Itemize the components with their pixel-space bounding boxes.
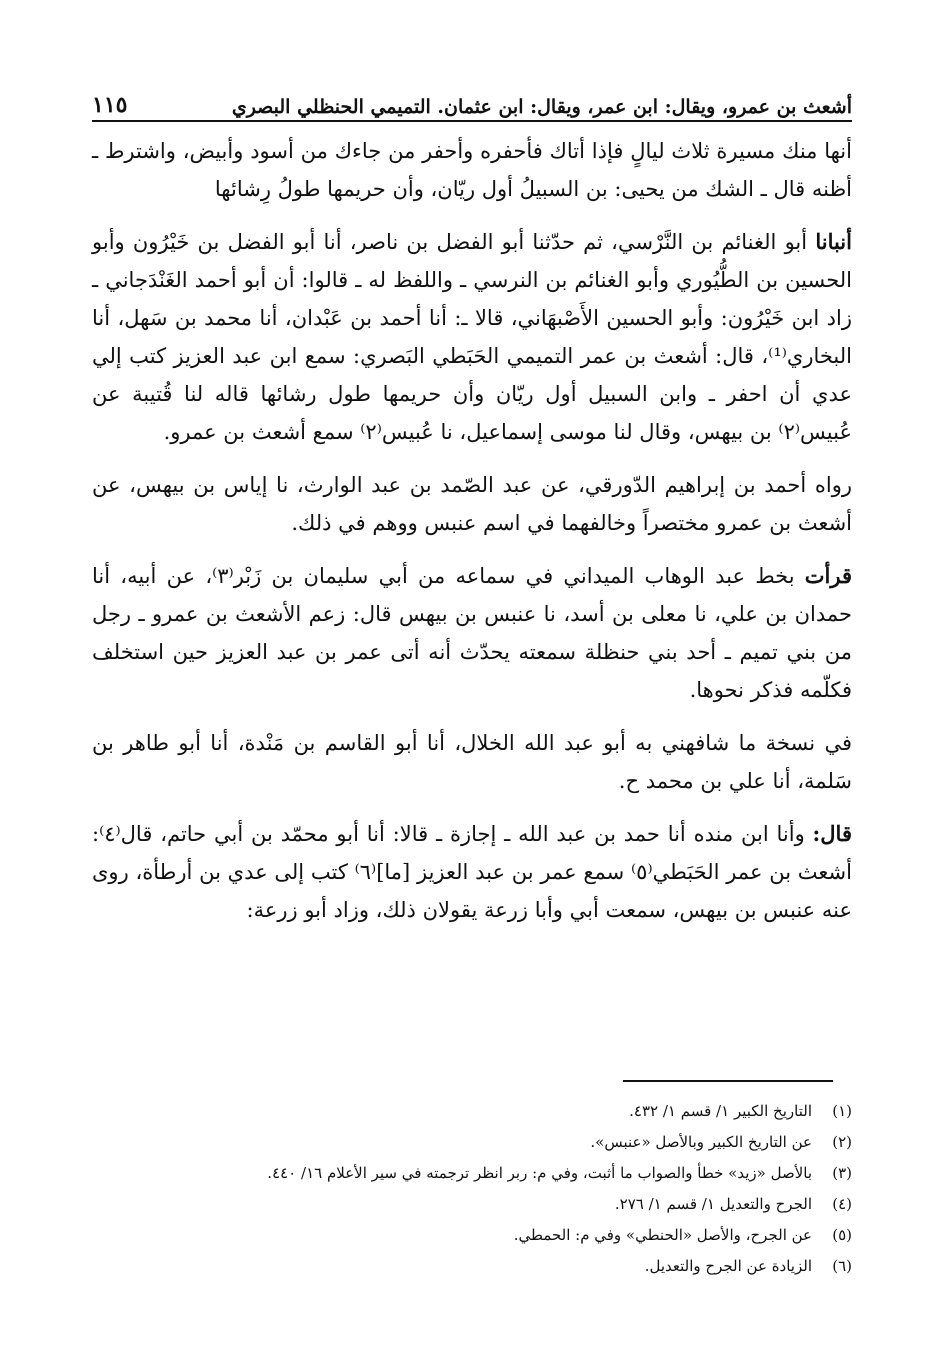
paragraph-text: في نسخة ما شافهني به أبو عبد الله الخلال، أنا أبو القاسم بن مَنْدة، أنا أبو طاهر بن سَلمة، أنا علي بن محمد ح. [92,731,852,793]
paragraph-text: رواه أحمد بن إبراهيم الدّورقي، عن عبد الصّمد بن عبد الوارث، نا إياس بن بيهس، عن أشعث بن عمرو مختصراً وخالفهما في اسم عنبس ووهم في ذلك. [92,473,852,535]
page-number: ١١٥ [92,92,128,118]
paragraph-text: أنها منك مسيرة ثلاث ليالٍ فإذا أتاك فأحفره وأحفر من جاءك من أسود وأبيض، واشترط ـ أظنه قال ـ الشك من يحيى: بن السبيلُ أول ريّان، وأن حريمها طولُ رِشائها [92,139,852,201]
paragraph-text: أبو الغنائم بن النَّرْسي، ثم حدّثنا أبو الفضل بن ناصر، أنا أبو الفضل بن خَيْرُون وأبو الحسين بن الطُّيُوري وأبو الغنائم بن النرسي ـ واللفظ له ـ قالوا: أن أبو أحمد الغَنْدَجاني ـ زاد ابن خَيْرُون: وأبو الحسين الأَصْبهَاني، قالا ـ: أنا أحمد بن عَبْدان، أنا محمد بن سَهل، أنا البخاري⁽¹⁾، قال: أشعث بن عمر التميمي الحَبَطي البَصري: سمع ابن عبد العزيز كتب إلي عدي أن احفر ـ وابن السبيل أول ريّان وأن حريمها طول رشائها قاله لنا قُتيبة عن عُبيس⁽٢⁾ بن بيهس، وقال لنا موسى إسماعيل، نا عُبيس⁽٢⁾ سمع أشعث بن عمرو. [92,230,852,444]
paragraph [92,132,852,208]
footnote-text: الجرح والتعديل ١/ قسم ١/ ٢٧٦. [614,1195,812,1213]
paragraph [92,724,852,800]
paragraph-lead: أنبانا [815,229,852,254]
paragraph-lead: قال: [812,821,852,846]
running-title: أشعث بن عمرو، ويقال: ابن عمر، ويقال: ابن عثمان. التميمي الحنظلي البصري [231,96,852,118]
footnote [92,1251,852,1282]
footnote [92,1096,852,1127]
footnote-number: (٥) [832,1226,852,1244]
footnote [92,1127,852,1158]
page-body [92,78,852,944]
footnote [92,1158,852,1189]
page-header [92,78,852,122]
paragraph [92,815,852,929]
paragraph [92,557,852,709]
paragraph [92,466,852,542]
footnote-number: (١) [832,1102,852,1120]
paragraph-lead: قرأت [804,563,853,588]
footnote [92,1189,852,1220]
footnote-number: (٢) [832,1133,852,1151]
footnote-text: الزيادة عن الجرح والتعديل. [644,1257,812,1275]
footnote-separator [623,1080,833,1082]
footnote-number: (٤) [832,1195,852,1213]
footnotes [92,1096,852,1282]
paragraph-text: بخط عبد الوهاب الميداني في سماعه من أبي سليمان بن زَبْر⁽٣⁾، عن أبيه، أنا حمدان بن علي، نا معلى بن أسد، نا عنبس بن بيهس قال: زعم الأشعث بن عمرو ـ رجل من بني تميم ـ أحد بني حنظلة سمعته يحدّث أنه أتى عمر بن عبد العزيز حين استخلف فكلّمه فذكر نحوها. [92,564,852,702]
footnote [92,1220,852,1251]
footnote-number: (٦) [832,1257,852,1275]
footnote-number: (٣) [832,1164,852,1182]
paragraph-text: وأنا ابن منده أنا حمد بن عبد الله ـ إجازة ـ قالا: أنا أبو محمّد بن أبي حاتم، قال⁽٤⁾: أشعث بن عمر الحَبَطي⁽٥⁾ سمع عمر بن عبد العزيز [ما]⁽٦⁾ كتب إلى عدي بن أرطأة، روى عنه عنبس بن بيهس، سمعت أبي وأبا زرعة يقولان ذلك، وزاد أبو زرعة: [92,822,852,922]
footnote-text: عن الجرح، والأصل «الحنطي» وفي م: الحمطي. [513,1226,812,1244]
paragraph [92,223,852,451]
footnote-text: بالأصل «زيد» خطأ والصواب ما أثبت، وفي م: ربر انظر ترجمته في سير الأعلام ١٦/ ٤٤٠. [267,1164,812,1182]
footnote-text: التاريخ الكبير ١/ قسم ١/ ٤٣٢. [629,1102,812,1120]
footnote-text: عن التاريخ الكبير وبالأصل «عنبس». [590,1133,812,1151]
